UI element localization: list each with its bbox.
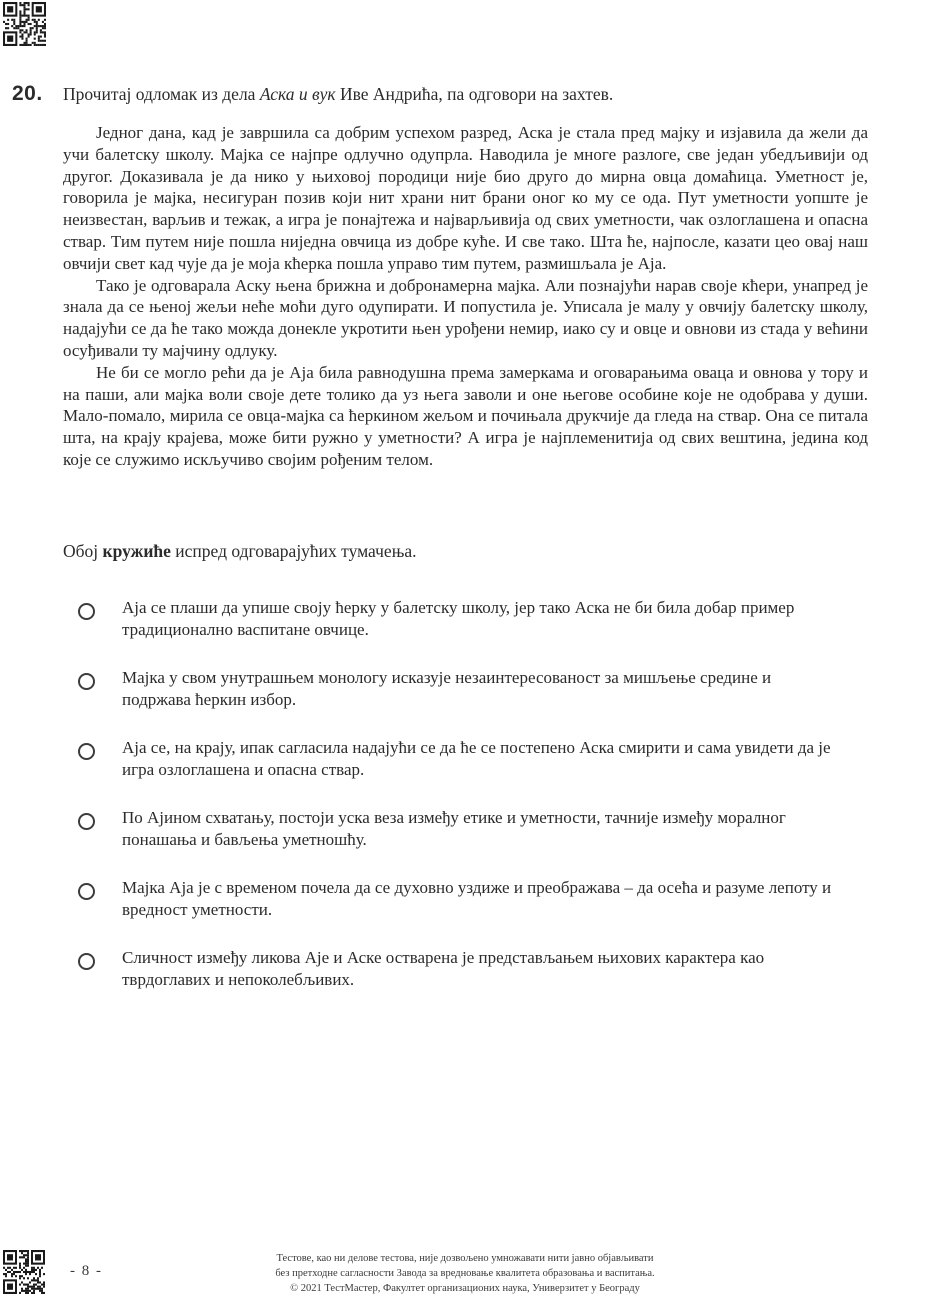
answer-circle-6[interactable]	[78, 953, 95, 970]
copyright-notice	[0, 1252, 930, 1296]
answer-option-6	[78, 947, 853, 991]
answer-circle-3[interactable]	[78, 743, 95, 760]
instruction-prefix: Обој	[63, 541, 103, 561]
answer-circle-1[interactable]	[78, 603, 95, 620]
qr-code-top-left-icon	[3, 2, 46, 46]
answer-option-text-6: Сличност између ликова Аје и Аске остварена је представљањем њихових карактера као тврдоглавих и непоколебљивих.	[122, 948, 765, 989]
answer-options	[78, 597, 853, 1017]
answer-option-text-2: Мајка у свом унутрашњем монологу исказује незаинтересованост за мишљење средине и подржава ћеркин избор.	[122, 668, 772, 709]
question-intro-suffix: Иве Андрића, па одговори на захтев.	[335, 84, 614, 104]
question-intro	[63, 82, 613, 105]
question-number: 20.	[12, 82, 43, 105]
instruction-bold-word: кружиће	[102, 541, 171, 561]
answer-option-1	[78, 597, 853, 641]
work-title: Аска и вук	[259, 84, 336, 104]
answer-option-text-4: По Ајином схватању, постоји уска веза између етике и уметности, тачније између моралног понашања и бављења уметношћу.	[122, 808, 786, 849]
answer-option-text-5: Мајка Аја је с временом почела да се духовно уздиже и преображава – да осећа и разуме лепоту и вредност уметности.	[122, 878, 832, 919]
answer-circle-5[interactable]	[78, 883, 95, 900]
answer-option-4	[78, 807, 853, 851]
instruction-suffix: испред одговарајућих тумачења.	[170, 541, 417, 561]
question-header	[12, 82, 868, 106]
passage-paragraph-2: Тако је одговарала Аску њена брижна и добронамерна мајка. Али познајући нарав своје кћери, унапред је знала да се њеној жељи неће моћи дуго одупирати. И попустила је. Уписала је малу у овчију балетску школу, надајући се да ће тако можда донекле укротити њен урођени немир, иако су и овце и овнови из стада у већини осуђивали ту мајчину одлуку.	[63, 275, 868, 360]
copyright-line-1: Тестове, као ни делове тестова, није дозвољено умножавати нити јавно објављивати	[276, 1253, 654, 1264]
page-number: - 8 -	[70, 1263, 103, 1279]
answer-option-5	[78, 877, 853, 921]
answer-circle-2[interactable]	[78, 673, 95, 690]
reading-passage	[63, 122, 868, 471]
answer-option-3	[78, 737, 853, 781]
question-intro-prefix: Прочитај одломак из дела	[63, 84, 260, 104]
passage-paragraph-1: Једног дана, кад је завршила са добрим успехом разред, Аска је стала пред мајку и изјавила да жели да учи балетску школу. Мајка се најпре одлучно одупрла. Наводила је многе разлоге, све један убедљивији од другог. Доказивала је да нико у њиховој породици није био друго до мирна овца домаћица. Уметност је, говорила је мајка, несигуран позив који нит храни нит брани оног ко му се ода. Пут уметности уопште је неизвестан, варљив и тежак, а игра је понајтежа и најварљивија од свих уметности, чак озлоглашена и опасна ствар. Тим путем није пошла ниједна овчица из добре куће. И све тако. Шта ће, најпосле, казати цео овај наш овчији свет кад чује да је моја кћерка пошла управо тим путем, размишљала је Аја.	[63, 123, 868, 273]
copyright-line-2: без претходне сагласности Завода за вредновање квалитета образовања и васпитања.	[275, 1267, 655, 1279]
passage-paragraph-3: Не би се могло рећи да је Аја била равнодушна према замеркама и оговарањима оваца и овнова у тору и на паши, али мајка воли своје дете толико да уз њега заволи и оне његове особине које не одобрава у души. Мало-помало, мирила се овца-мајка са ћеркином жељом и почињала друкчије да гледа на ствар. Она се питала шта, на крају крајева, може бити ружно у уметности? А игра је најплеменитија од свих вештина, једина код које се служимо искључиво својим рођеним телом.	[63, 362, 868, 469]
task-instruction	[63, 541, 417, 562]
answer-circle-4[interactable]	[78, 813, 95, 830]
copyright-line-3: © 2021 ТестМастер, Факултет организационих наука, Универзитет у Београду	[290, 1282, 640, 1294]
answer-option-2	[78, 667, 853, 711]
answer-option-text-1: Аја се плаши да упише своју ћерку у балетску школу, јер тако Аска не би била добар пример традиционално васпитане овчице.	[122, 598, 795, 639]
answer-option-text-3: Аја се, на крају, ипак сагласила надајући се да ће се постепено Аска смирити и сама увидети да је игра озлоглашена и опасна ствар.	[122, 738, 831, 779]
